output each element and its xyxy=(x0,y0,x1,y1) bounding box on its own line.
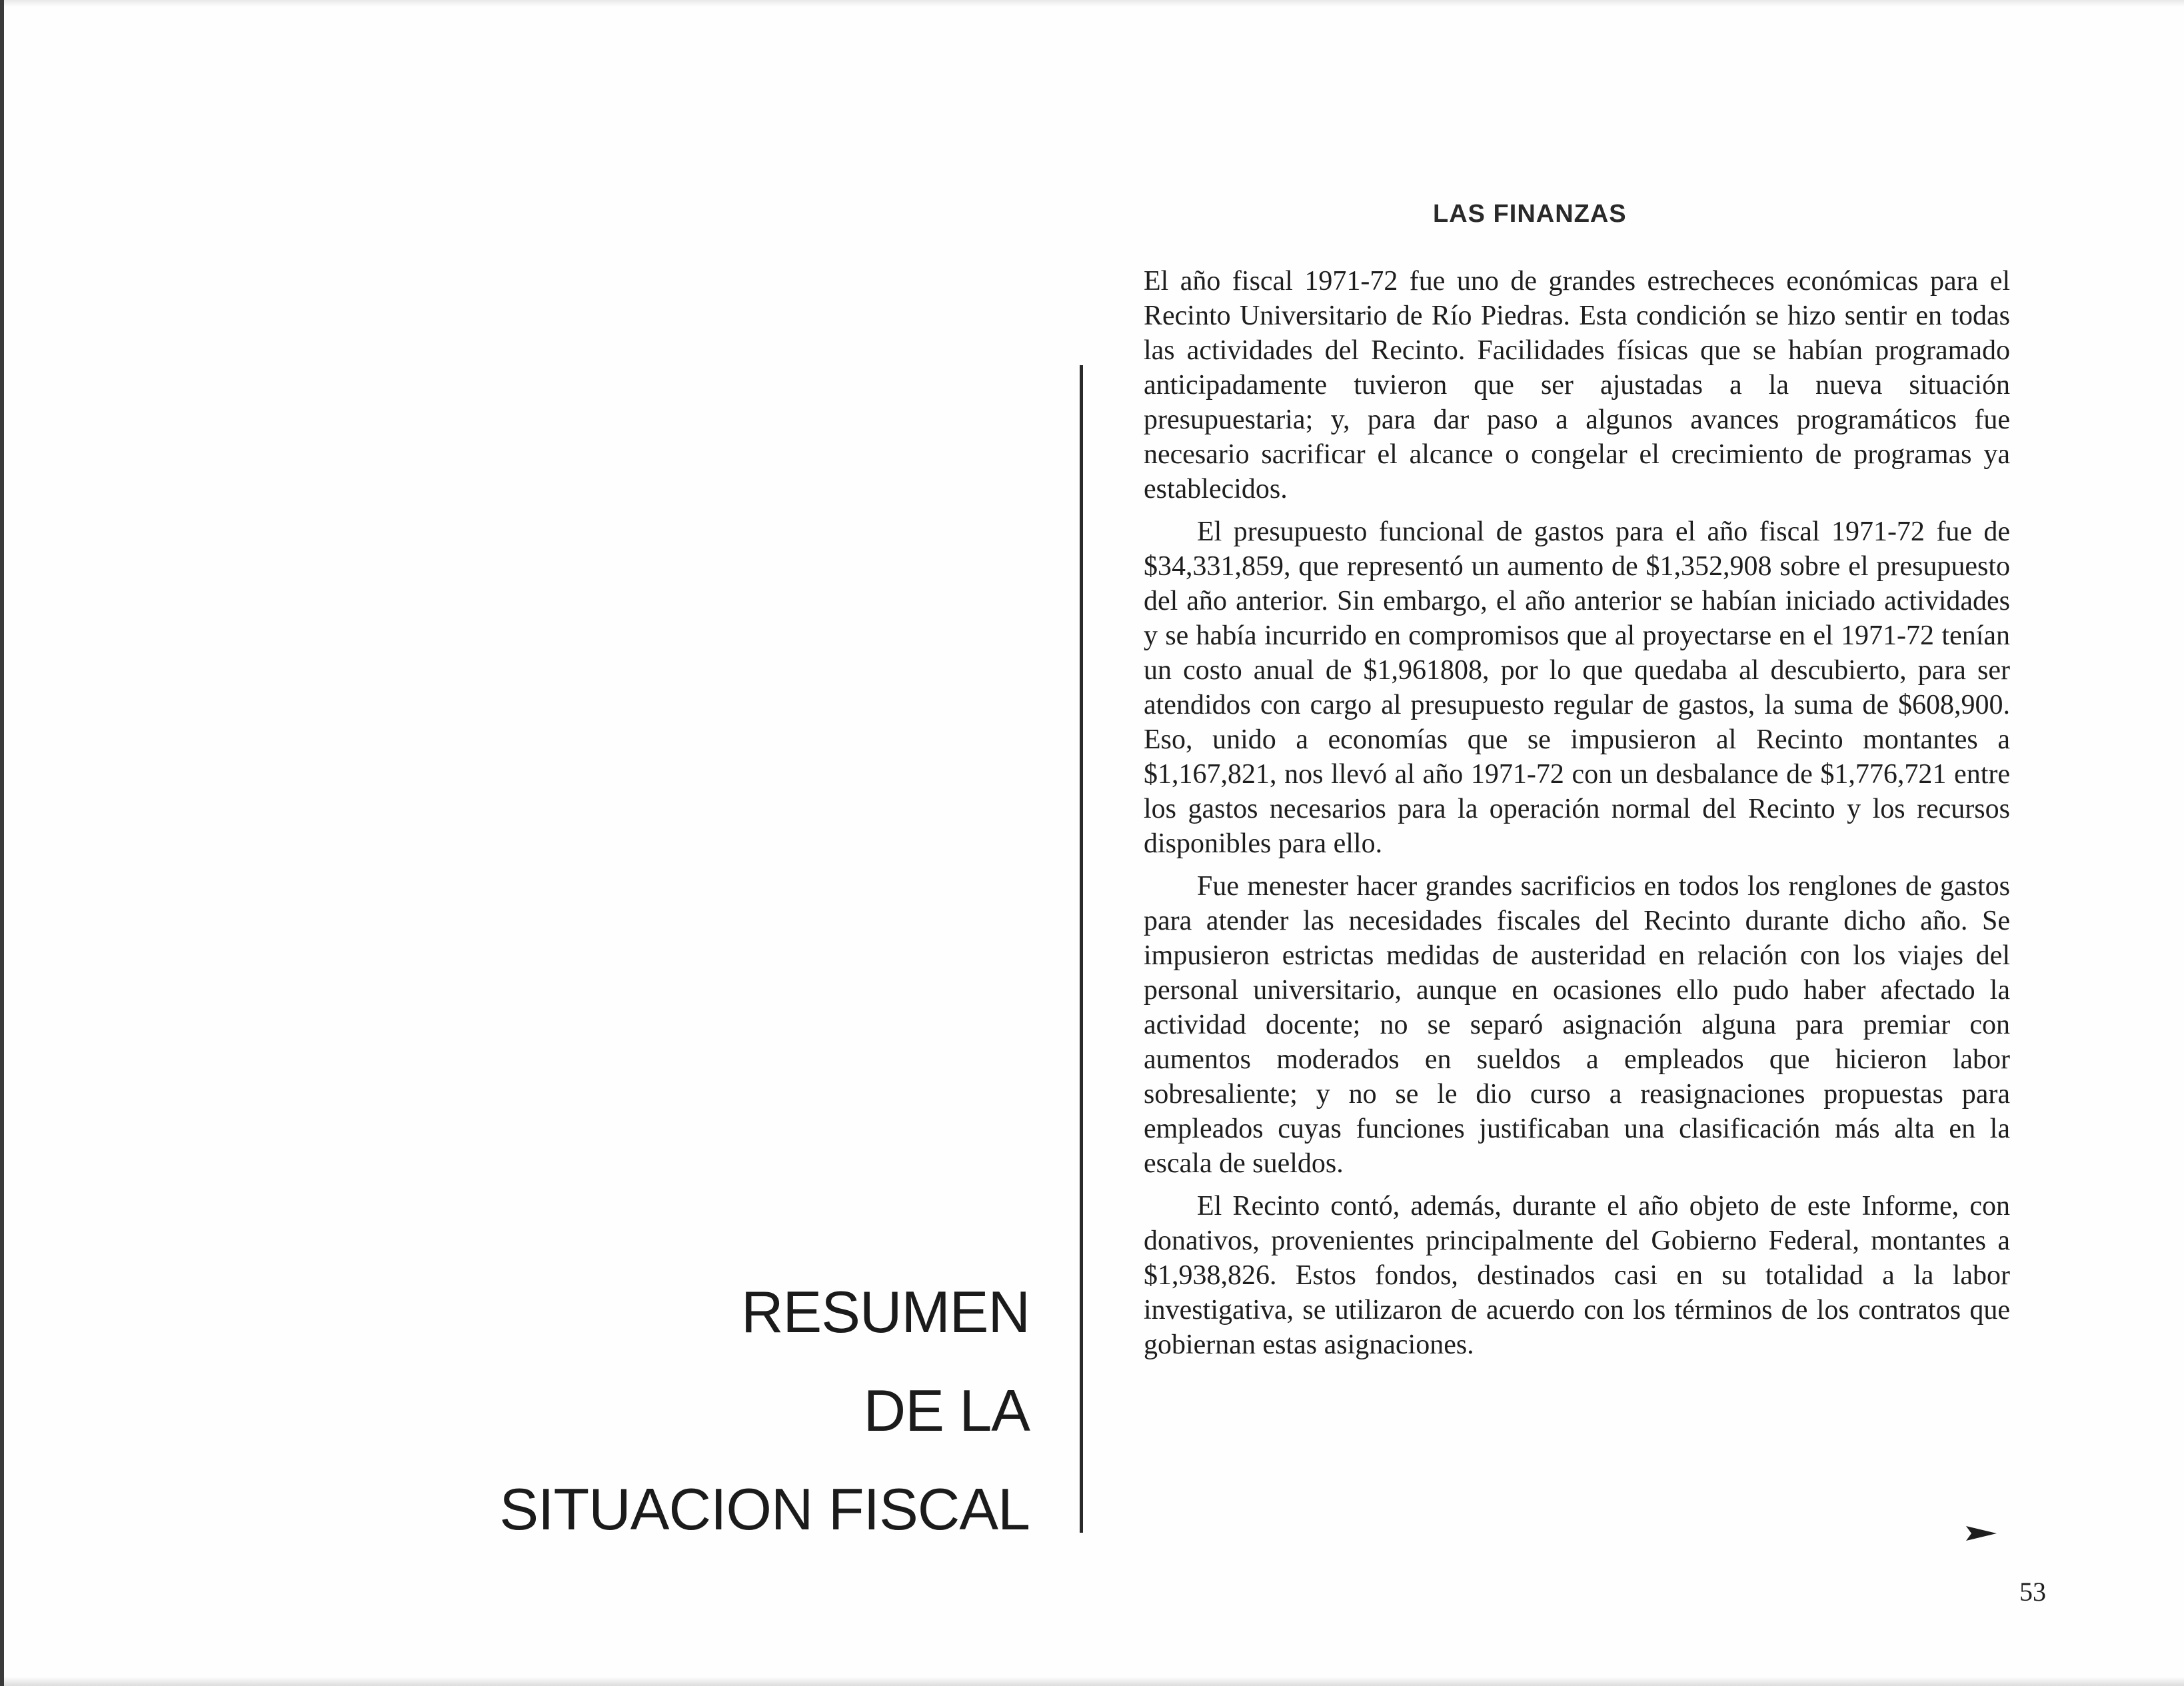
bottom-page-shadow xyxy=(4,1677,2184,1686)
paragraph-3: Fue menester hacer grandes sacrificios en todos los renglones de gastos para atender las necesidades fiscales del Recinto durante dicho año. Se impusieron estrictas medidas de austeridad en relación con los viajes del personal universitario, aunque en ocasiones ello pudo haber afectado la actividad docente; no se separó asignación alguna para premiar con aumentos moderados en sueldos a empleados que hicieron labor sobresaliente; y no se le dio curso a reasignaciones propuestas para empleados cuyas funciones justificaban una clasificación más alta en la escala de sueldos. xyxy=(1144,871,2010,1179)
body-text xyxy=(1144,264,2010,1370)
top-page-shadow xyxy=(4,0,2184,7)
page-number: 53 xyxy=(2019,1577,2046,1607)
section-title-line-2: DE LA xyxy=(863,1377,1030,1443)
paragraph-1: El año fiscal 1971-72 fue uno de grandes estrecheces económicas para el Recinto Universitario de Río Piedras. Esta condición se hizo sentir en todas las actividades del Recinto. Facilidades físicas que se habían programado anticipadamente tuvieron que ser ajustadas a la nueva situación presupuestaria; y, para dar paso a algunos avances programáticos fue necesario sacrificar el alcance o congelar el crecimiento de programas ya establecidos. xyxy=(1144,266,2010,504)
paragraph-4: El Recinto contó, además, durante el año objeto de este Informe, con donativos, provenientes principalmente del Gobierno Federal, montantes a $1,938,826. Estos fondos, destinados casi en su totalidad a la labor investigativa, se utilizaron de acuerdo con los términos de los contratos que gobiernan estas asignaciones. xyxy=(1144,1191,2010,1360)
right-arrow-icon xyxy=(1966,1526,1997,1541)
section-heading: LAS FINANZAS xyxy=(1433,200,1627,228)
section-title-line-1: RESUMEN xyxy=(740,1279,1030,1345)
paragraph-2: El presupuesto funcional de gastos para el año fiscal 1971-72 fue de $34,331,859, que representó un aumento de $1,352,908 sobre el presupuesto del año anterior. Sin embargo, el año anterior se habían iniciado actividades y se había incurrido en compromisos que al proyectarse en el 1971-72 tenían un costo anual de $1,961808, por lo que quedaba al descubierto, para ser atendidos con cargo al presupuesto regular de gastos, la suma de $608,900. Eso, unido a economías que se impusieron al Recinto montantes a $1,167,821, nos llevó al año 1971-72 con un desbalance de $1,776,721 entre los gastos necesarios para la operación normal del Recinto y los recursos disponibles para ello. xyxy=(1144,516,2010,859)
vertical-divider xyxy=(1080,365,1083,1533)
binding-edge xyxy=(0,0,4,1686)
section-title-line-3: SITUACION FISCAL xyxy=(499,1476,1030,1542)
